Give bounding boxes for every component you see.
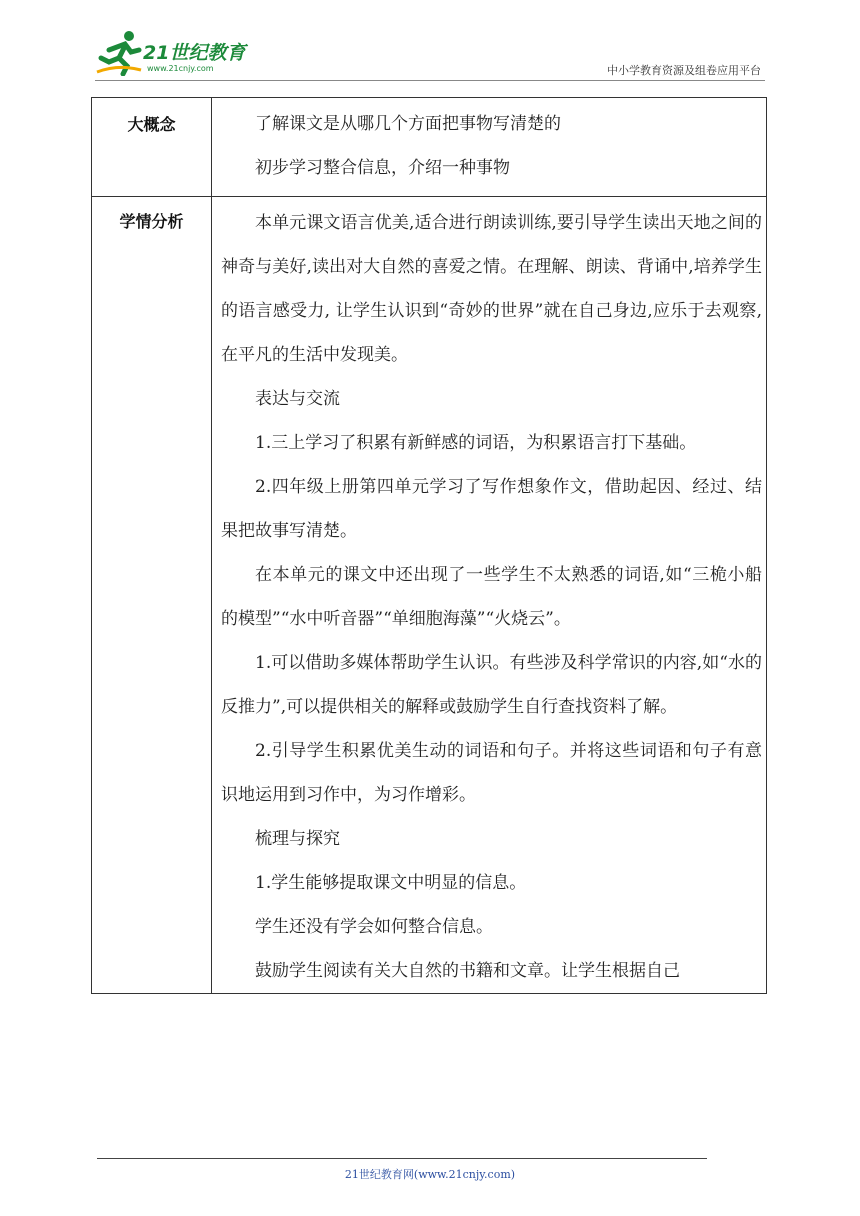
runner-logo-icon [95, 28, 145, 76]
logo [95, 28, 265, 78]
paragraph: 了解课文是从哪几个方面把事物写清楚的 [255, 114, 561, 134]
header-platform-name: 中小学教育资源及组卷应用平台 [607, 64, 761, 77]
header-divider [95, 80, 765, 81]
section-heading: 梳理与探究 [255, 829, 340, 849]
page-header [95, 28, 765, 83]
lesson-table [91, 97, 767, 994]
paragraph: 初步学习整合信息，介绍一种事物 [255, 158, 510, 178]
row-content [212, 197, 767, 994]
paragraph: 1.可以借助多媒体帮助学生认识。有些涉及科学常识的内容,如“水的反推力”,可以提供相关的解释或鼓励学生自行查找资料了解。 [221, 653, 762, 717]
footer-text: 21世纪教育网(www.21cnjy.com) [344, 1168, 516, 1181]
table-row [92, 197, 767, 994]
paragraph: 鼓励学生阅读有关大自然的书籍和文章。让学生根据自己 [255, 961, 680, 981]
section-heading: 表达与交流 [255, 389, 340, 409]
paragraph: 2.四年级上册第四单元学习了写作想象作文，借助起因、经过、结果把故事写清楚。 [221, 477, 762, 541]
logo-text: 21世纪教育 [143, 42, 246, 64]
table-row [92, 98, 767, 197]
paragraph: 2.引导学生积累优美生动的词语和句子。并将这些词语和句子有意识地运用到习作中，为习作增彩。 [221, 741, 762, 805]
paragraph: 在本单元的课文中还出现了一些学生不太熟悉的词语,如“三桅小船的模型”“水中听音器”“单细胞海藻”“火烧云”。 [221, 565, 762, 629]
row-content [212, 98, 767, 197]
row-label: 学情分析 [92, 197, 212, 994]
footer-divider [97, 1158, 707, 1159]
paragraph: 1.学生能够提取课文中明显的信息。 [255, 873, 527, 893]
logo-url: www.21cnjy.com [147, 64, 214, 73]
paragraph: 学生还没有学会如何整合信息。 [255, 917, 493, 937]
row-label: 大概念 [92, 98, 212, 197]
paragraph: 1.三上学习了积累有新鲜感的词语，为积累语言打下基础。 [255, 433, 697, 453]
paragraph: 本单元课文语言优美,适合进行朗读训练,要引导学生读出天地之间的神奇与美好,读出对大自然的喜爱之情。在理解、朗读、背诵中,培养学生的语言感受力, 让学生认识到“奇妙的世界”就在自己身边,应乐于去观察,在平凡的生活中发现美。 [221, 213, 762, 365]
